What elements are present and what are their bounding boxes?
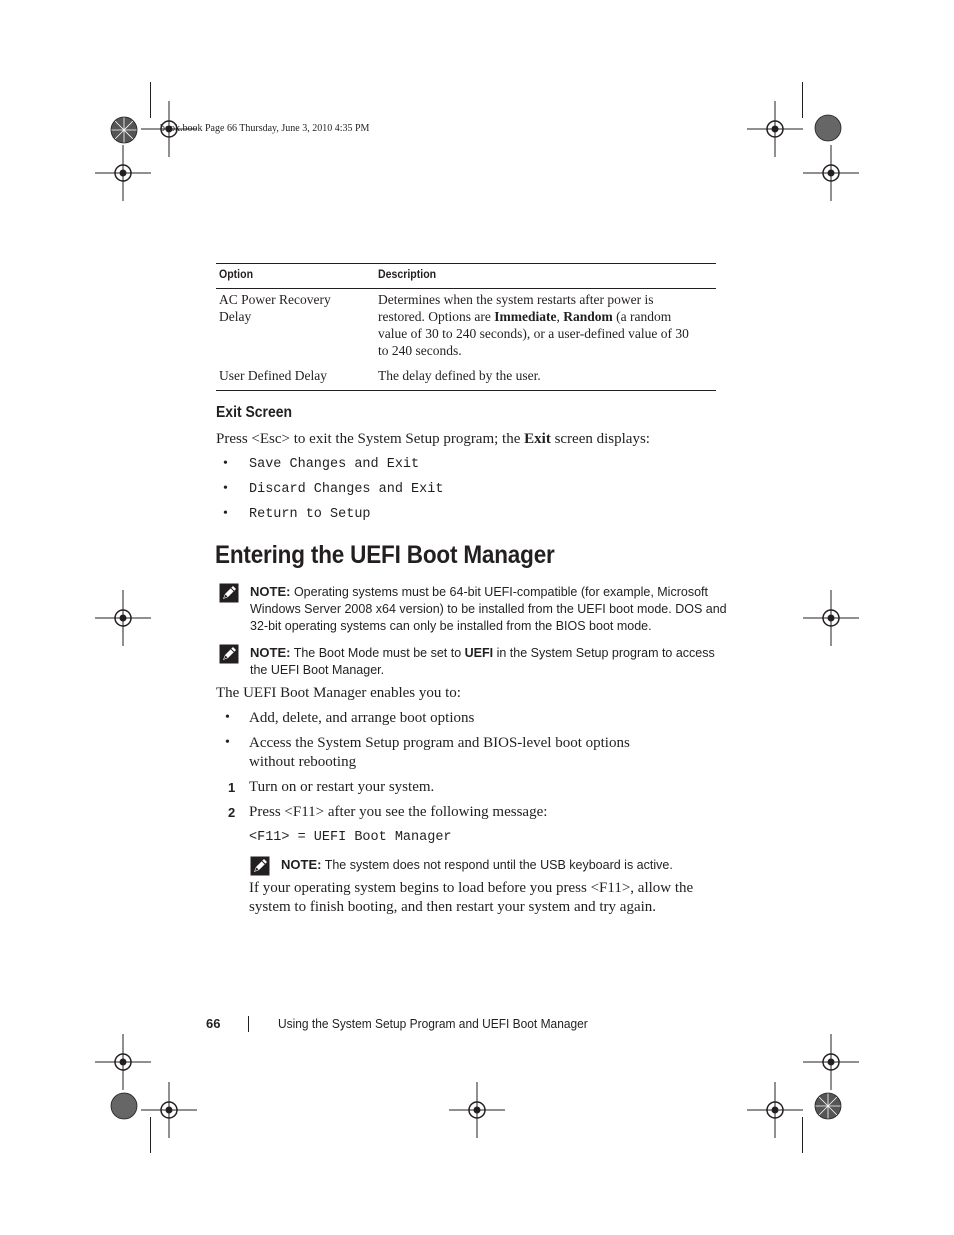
desc-line: to 240 seconds. — [378, 343, 462, 358]
note-label: NOTE: — [250, 645, 291, 660]
step-text: Press <F11> after you see the following message: — [249, 804, 548, 820]
table-cell-description — [378, 291, 689, 359]
bullet-icon: • — [223, 506, 228, 521]
registration-mark-icon — [747, 101, 803, 157]
exit-screen-intro — [216, 430, 650, 449]
table-top-rule — [216, 263, 716, 264]
list-item-line: Access the System Setup program and BIOS-level boot options — [249, 735, 630, 751]
list-item: Return to Setup — [249, 507, 371, 522]
registration-mark-icon — [803, 145, 859, 201]
note-text: The Boot Mode must be set to — [293, 646, 465, 660]
note-label: NOTE: — [250, 584, 291, 599]
intro-text: Press <Esc> to exit the System Setup program; the — [216, 431, 525, 447]
note-text: in the System Setup program to access — [493, 646, 715, 660]
exit-screen-heading: Exit Screen — [216, 404, 292, 421]
registration-mark-icon — [803, 590, 859, 646]
note-line — [250, 644, 715, 662]
table-header-option: Option — [219, 267, 254, 281]
note-line: Windows Server 2008 x64 version) to be installed from the UEFI boot mode. DOS and — [250, 602, 727, 616]
note-line: 32-bit operating systems can only be installed from the BIOS boot mode. — [250, 619, 652, 633]
note-text: Operating systems must be 64-bit UEFI-compatible (for example, Microsoft — [293, 585, 708, 599]
table-header-rule — [216, 288, 716, 289]
exit-bold: Exit — [524, 431, 551, 447]
table-cell-option: Delay — [219, 309, 252, 324]
paragraph-line: If your operating system begins to load before you press <F11>, allow the — [249, 880, 694, 896]
note-label: NOTE: — [281, 857, 322, 872]
trim-line — [802, 82, 803, 118]
footer-chapter-title: Using the System Setup Program and UEFI Boot Manager — [278, 1016, 588, 1031]
registration-mark-icon — [449, 1082, 505, 1138]
note-line — [250, 583, 727, 601]
list-item: Add, delete, and arrange boot options — [249, 710, 475, 726]
bullet-icon: • — [223, 456, 228, 471]
boot-message: <F11> = UEFI Boot Manager — [249, 830, 452, 845]
step-number: 1 — [228, 780, 236, 795]
trim-line — [150, 82, 151, 118]
list-item: Save Changes and Exit — [249, 457, 420, 472]
table-bottom-rule — [216, 390, 716, 391]
registration-mark-icon — [747, 1082, 803, 1138]
note-pencil-icon — [219, 644, 239, 669]
note-2 — [250, 644, 715, 679]
list-item-line: without rebooting — [249, 754, 357, 770]
list-item: Discard Changes and Exit — [249, 482, 444, 497]
desc-line: value of 30 to 240 seconds), or a user-defined value of 30 — [378, 326, 689, 341]
step-number: 2 — [228, 805, 236, 820]
note-3 — [281, 856, 673, 874]
step-text: Turn on or restart your system. — [249, 779, 435, 795]
slug-line: book.book Page 66 Thursday, June 3, 2010 4:35 PM — [160, 123, 370, 134]
desc-text: (a random — [612, 309, 672, 324]
desc-text: restored. Options are — [378, 309, 495, 324]
table-header-description: Description — [378, 267, 437, 281]
intro-text: screen displays: — [550, 431, 650, 447]
table-cell-option: AC Power Recovery — [219, 292, 331, 307]
bullet-icon: • — [225, 710, 230, 725]
desc-line — [378, 308, 689, 325]
option-random: Random — [563, 309, 613, 324]
trim-line — [150, 1117, 151, 1153]
note-pencil-icon — [219, 583, 239, 608]
trim-line — [802, 1117, 803, 1153]
uefi-bold: UEFI — [464, 646, 494, 660]
enables-intro: The UEFI Boot Manager enables you to: — [216, 685, 461, 701]
note-line: the UEFI Boot Manager. — [250, 663, 385, 677]
note-1 — [250, 583, 727, 635]
note-pencil-icon — [250, 856, 270, 881]
registration-mark-icon — [95, 590, 151, 646]
table-cell-description: The delay defined by the user. — [378, 368, 541, 383]
desc-line: Determines when the system restarts after power is — [378, 292, 654, 307]
starburst-target-icon — [801, 1079, 855, 1133]
table-cell-option: User Defined Delay — [219, 368, 327, 383]
registration-mark-icon — [95, 145, 151, 201]
list-item — [249, 734, 630, 772]
page-number: 66 — [206, 1016, 221, 1031]
section-title: Entering the UEFI Boot Manager — [215, 541, 555, 569]
note-text: The system does not respond until the USB keyboard is active. — [324, 858, 673, 872]
option-immediate: Immediate — [494, 309, 557, 324]
final-paragraph — [249, 879, 693, 917]
desc-text: , — [556, 309, 564, 324]
bullet-icon: • — [225, 735, 230, 750]
bullet-icon: • — [223, 481, 228, 496]
table-row — [219, 291, 331, 325]
footer-divider — [248, 1016, 249, 1032]
paragraph-line: system to finish booting, and then restart your system and try again. — [249, 899, 657, 915]
